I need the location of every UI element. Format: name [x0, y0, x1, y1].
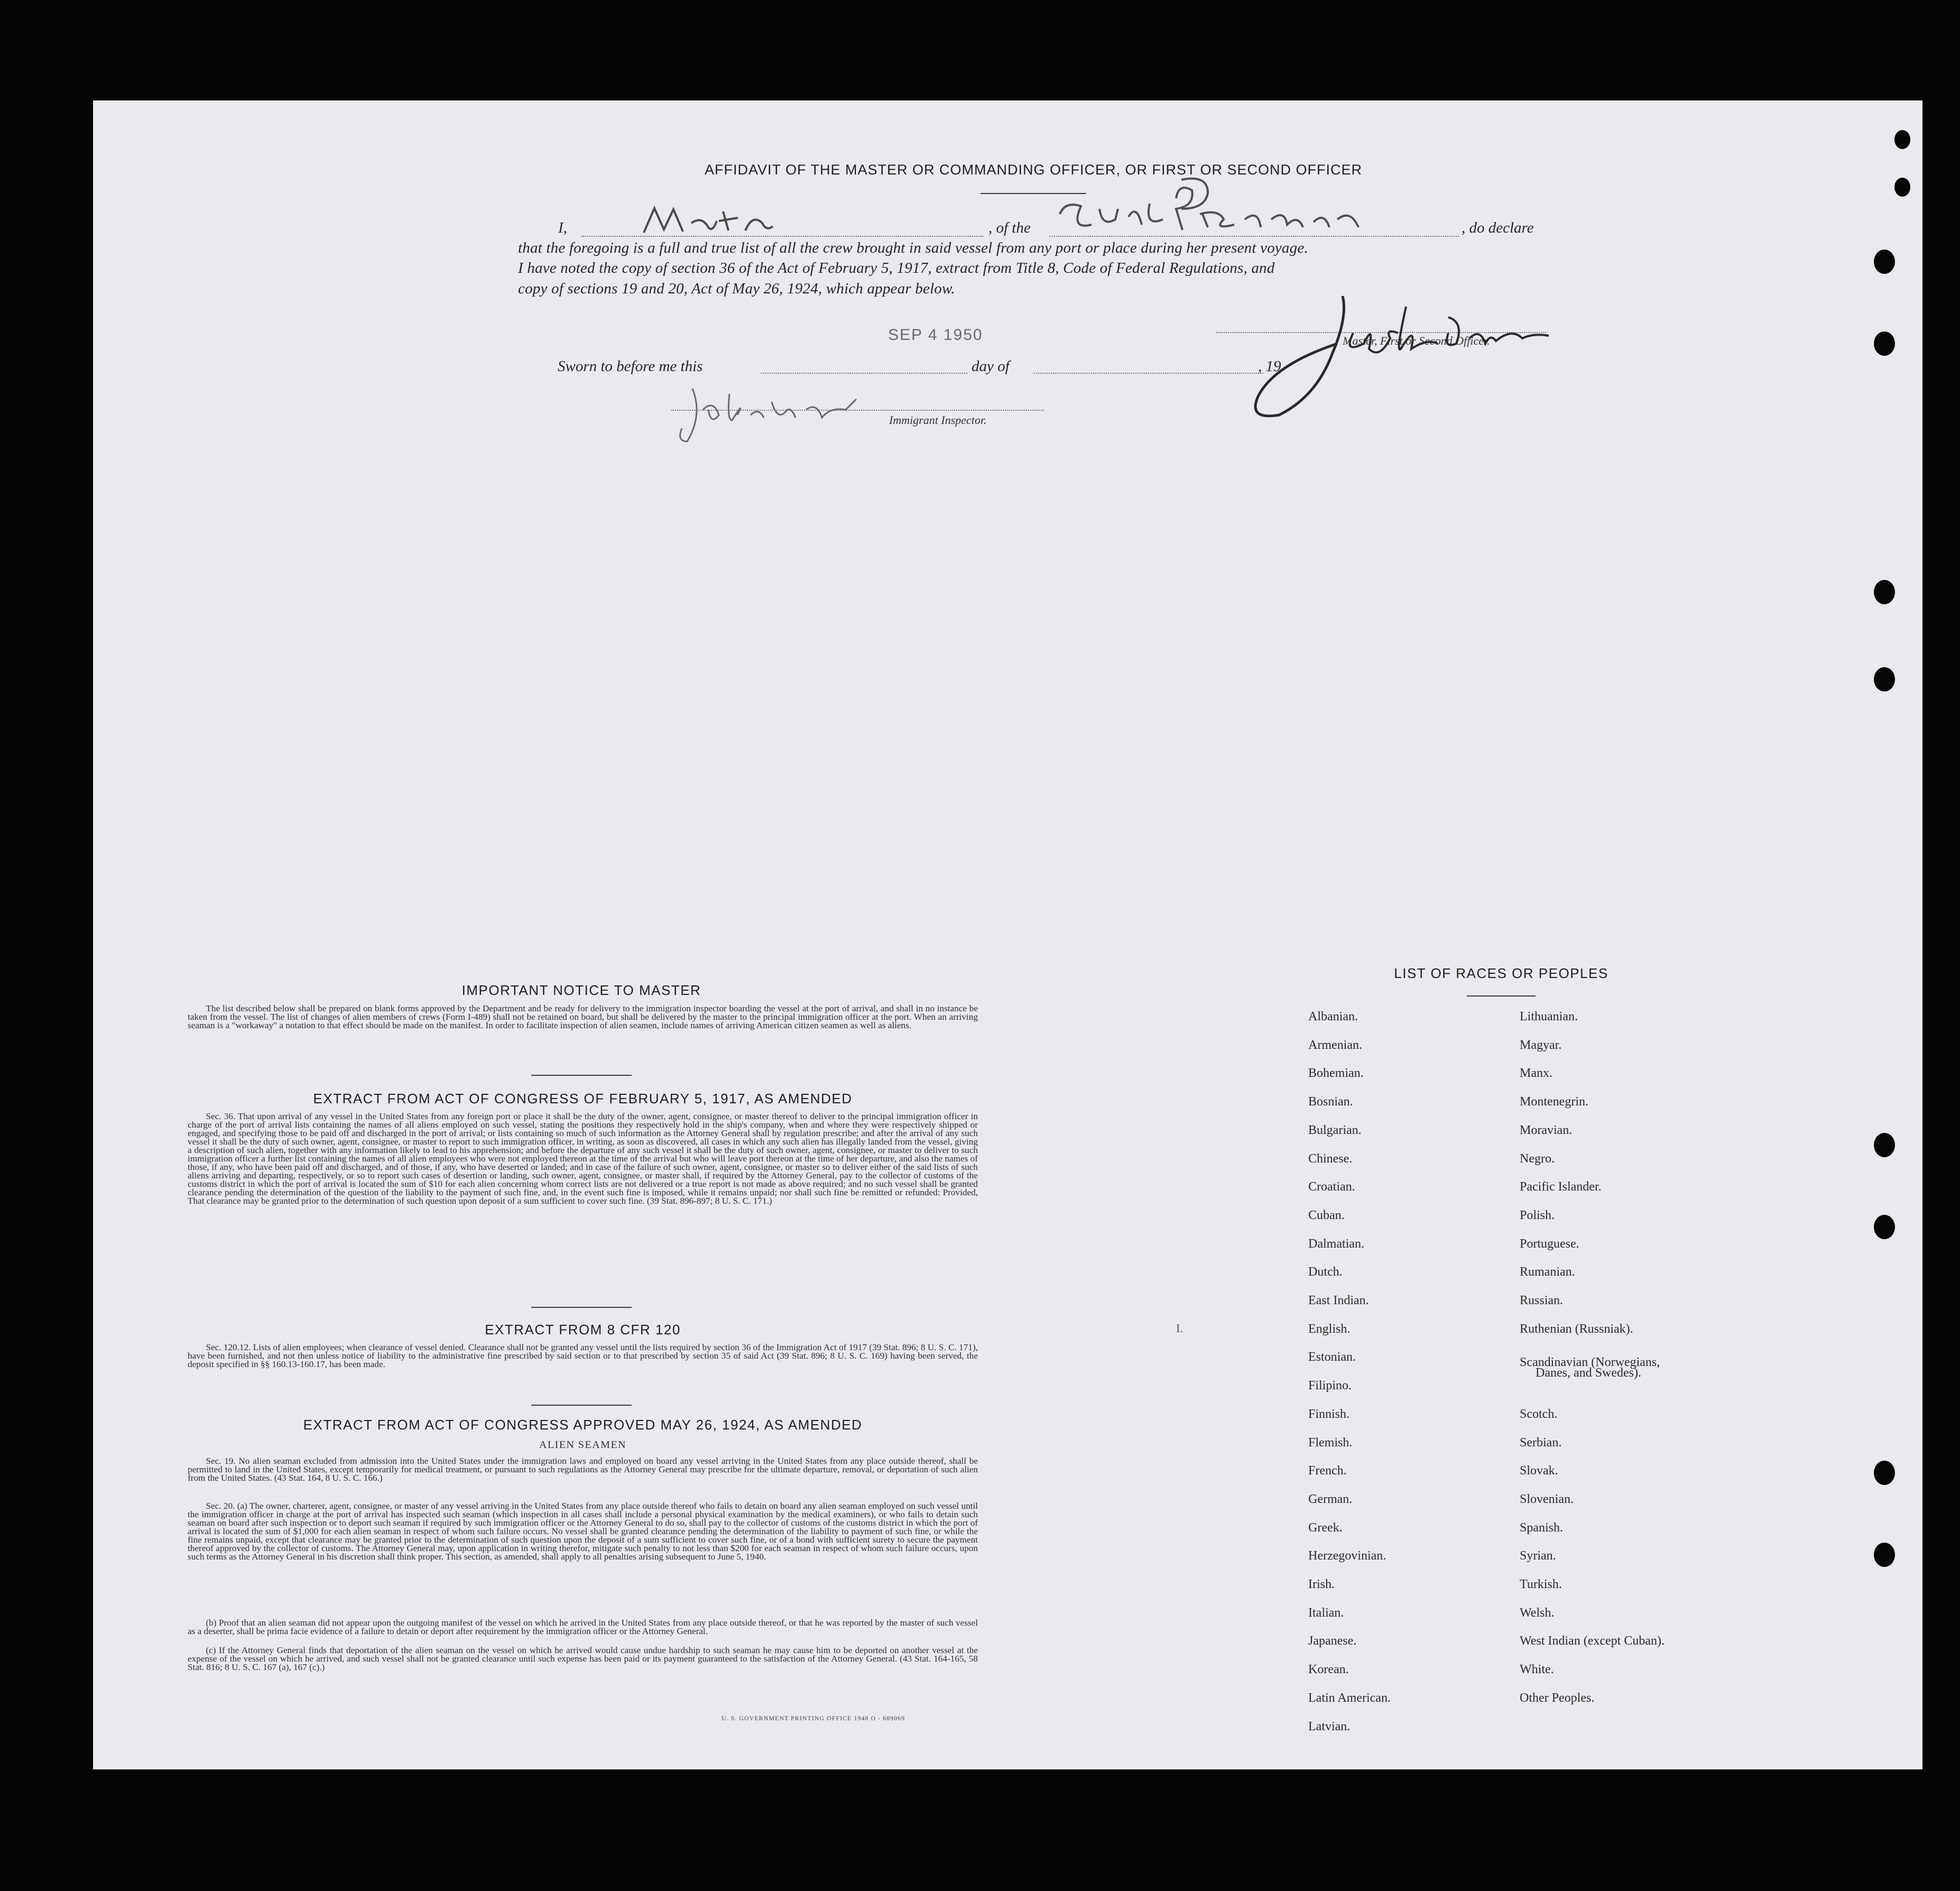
- notice-text: The list described below shall be prepared on blank forms approved by the Department and be ready for delivery to the immigration inspector boarding the vessel at the port of arrival, and shall in no instance be taken from the vessel. The list of changes of alien members of crews (Form I-489) shall not be retained on board, but shall be delivered by the master to the principal immigration officer at the port. When an arriving seaman is a "workaway" a notation to that effect should be made on the manifest. In order to facilitate inspection of alien seamen, include names of arriving American citizen seamen as well as aliens.: [188, 1003, 978, 1030]
- race-item: Latin American.: [1308, 1691, 1391, 1705]
- race-item: Filipino.: [1308, 1379, 1352, 1392]
- race-item: German.: [1308, 1492, 1353, 1506]
- race-item: Syrian.: [1520, 1549, 1556, 1563]
- race-item: West Indian (except Cuban).: [1520, 1634, 1665, 1648]
- race-item: Manx.: [1520, 1066, 1552, 1080]
- divider: [531, 1405, 632, 1406]
- race-item: Pacific Islander.: [1520, 1180, 1602, 1194]
- sec-20a-text: Sec. 20. (a) The owner, charterer, agent, consignee, or master of any vessel arriving in the United States from any place outside thereof who fails to detain on board any alien seaman employed on such vessel until the immigration officer in charge at the port of arrival has inspected such seaman (which inspection in all cases shall include a personal physical examination by the medical examiners), or who fails to detain such seaman on board after such inspection or to deport such seaman if required by such immigration officer or the Attorney General to do so, shall pay to the collector of customs of the customs district in which the port of arrival is located the sum of $1,000 for each alien seaman in respect of whom such failure occurs. No vessel shall be granted clearance pending the determination of the liability to payment of such fine, or while the fine remains unpaid, except that clearance may be granted prior to the determination of such question upon the deposit of a sum sufficient to cover such fine, or of a bond with sufficient surety to secure the payment thereof approved by the collector of customs. The Attorney General may, upon application in writing therefor, mitigate such penalty to not less than $200 for each seaman in respect of whom such failure occurs, upon such terms as the Attorney General in his discretion shall think proper. This section, as amended, shall apply to all penalties arising subsequent to June 5, 1940.: [188, 1501, 978, 1562]
- sworn-day-blank: [761, 373, 967, 374]
- race-item: Slovenian.: [1520, 1492, 1574, 1506]
- sworn-label: Sworn to before me this: [558, 358, 703, 375]
- divider: [531, 1075, 632, 1076]
- race-item: Montenegrin.: [1520, 1095, 1588, 1109]
- binder-hole: [1874, 250, 1895, 274]
- race-item: Korean.: [1308, 1663, 1349, 1676]
- races-title: LIST OF RACES OR PEOPLES: [1394, 965, 1608, 981]
- year-label: , 19: [1258, 358, 1281, 375]
- race-item: Magyar.: [1520, 1038, 1562, 1052]
- race-item: Estonian.: [1308, 1350, 1356, 1364]
- race-item: Moravian.: [1520, 1123, 1573, 1137]
- extract-1924-title: EXTRACT FROM ACT OF CONGRESS APPROVED MAY 26, 1924, AS AMENDED: [303, 1417, 863, 1433]
- race-item: Scotch.: [1520, 1407, 1558, 1421]
- inspector-signature: [671, 378, 862, 449]
- affidavit-title: AFFIDAVIT OF THE MASTER OR COMMANDING OFFICER, OR FIRST OR SECOND OFFICER: [704, 162, 1363, 178]
- race-item: Negro.: [1520, 1152, 1555, 1166]
- race-item: Turkish.: [1520, 1578, 1562, 1591]
- race-item: Chinese.: [1308, 1152, 1353, 1166]
- sec-20b-text: (b) Proof that an alien seaman did not appear upon the outgoing manifest of the vessel on which he arrived in the United States from any place outside thereof, or that he was reported by the master of such vessel as a deserter, shall be prima facie evidence of a failure to detain or deport after requirement by the immigration officer or the Attorney General.: [188, 1618, 978, 1636]
- affidavit-line-4: copy of sections 19 and 20, Act of May 26, 1924, which appear below.: [518, 280, 955, 297]
- race-item: Portuguese.: [1520, 1237, 1579, 1251]
- race-item: Lithuanian.: [1520, 1010, 1578, 1023]
- race-item: Dutch.: [1308, 1265, 1343, 1279]
- race-item: Albanian.: [1308, 1010, 1358, 1023]
- race-item: Other Peoples.: [1520, 1691, 1595, 1705]
- race-item: Danes, and Swedes).: [1536, 1366, 1641, 1380]
- binder-hole: [1874, 1461, 1895, 1485]
- race-item: Scandinavian (Norwegians,: [1520, 1355, 1660, 1369]
- race-item: Spanish.: [1520, 1521, 1564, 1535]
- officer-caption: Master, First or Second Officer.: [1343, 334, 1490, 347]
- extract-1917-text: Sec. 36. That upon arrival of any vessel in the United States from any foreign port or place it shall be the duty of the owner, agent, consignee, or master thereof to deliver to the principal immigration officer in charge of the port of arrival lists containing the names of all aliens employed on such vessel, stating the positions they respectively hold in the ship's company, when and where they were respectively shipped or engaged, and specifying those to be paid off and discharged in the port of arrival; or lists containing so much of such information as the Attorney General shall by regulation prescribe; and after the arrival of any such vessel it shall be the duty of such owner, agent, consignee, or master to report to such immigration officer, in writing, as soon as discovered, all cases in which any such alien has illegally landed from the vessel, giving a description of such alien, together with any information likely to lead to his apprehension; and before the departure of any such vessel it shall be the duty of such owner, agent, consignee, or master to deliver to such immigration officer a further list containing the names of all alien employees who were not employed thereon at the time of the arrival but who will leave port thereon at the time of her departure, and also the names of those, if any, who have been paid off and discharged, and of those, if any, who have deserted or landed; and in case of the failure of such owner, agent, consignee, or master so to deliver either of the said lists of such aliens arriving and departing, respectively, or so to report such cases of desertion or landing, such owner, agent, consignee, or master shall, if required by the Attorney General, pay to the collector of customs of the customs district in which the port of arrival is located the sum of $10 for each alien concerning whom correct lists are not delivered or a true report is not made as above required; and no such vessel shall be granted clearance pending the determination of the question of the liability to the payment of such fine, and, in the event such fine is imposed, while it remains unpaid; nor shall such fine be remitted or refunded: Provided, That clearance may be granted prior to the determination of such question upon deposit of a sum sufficient to cover such fine. (39 Stat. 896-897; 8 U. S. C. 171.): [188, 1111, 978, 1206]
- binder-hole: [1874, 667, 1895, 691]
- binder-hole: [1894, 130, 1910, 149]
- printer-imprint: U. S. GOVERNMENT PRINTING OFFICE 1948 O - 689069: [722, 1714, 905, 1722]
- sec-19-text: Sec. 19. No alien seaman excluded from admission into the United States under the immigration laws and employed on board any vessel arriving in the United States from any place outside thereof, shall be permitted to land in the United States, except temporarily for medical treatment, or pursuant to such regulations as the Attorney General may prescribe for the ultimate departure, removal, or deportation of such alien from the United States. (43 Stat. 164, 8 U. S. C. 166.): [188, 1456, 978, 1483]
- race-item: French.: [1308, 1464, 1347, 1478]
- race-item: Finnish.: [1308, 1407, 1350, 1421]
- sec-20c-text: (c) If the Attorney General finds that deportation of the alien seaman on the vessel on which he arrived would cause undue hardship to such seaman he may cause him to be deported on another vessel at the expense of the vessel on which he arrived, and such vessel shall not be granted clearance until such expense has been paid or its payment guaranteed to the satisfaction of the Attorney General. (43 Stat. 164-165, 58 Stat. 816; 8 U. S. C. 167 (a), 167 (c).): [188, 1645, 978, 1672]
- race-item: Bosnian.: [1308, 1095, 1353, 1109]
- race-item: Latvian.: [1308, 1720, 1351, 1733]
- race-item: White.: [1520, 1663, 1554, 1676]
- binder-hole: [1874, 1133, 1895, 1157]
- race-item: Russian.: [1520, 1294, 1564, 1307]
- race-item: Dalmatian.: [1308, 1237, 1364, 1251]
- binder-hole: [1874, 580, 1895, 604]
- affidavit-line-2: that the foregoing is a full and true list of all the crew brought in said vessel from any port or place during her present voyage.: [518, 239, 1308, 256]
- binder-hole: [1874, 1215, 1895, 1239]
- do-declare-label: , do declare: [1462, 219, 1534, 236]
- race-item: English.: [1308, 1322, 1351, 1336]
- race-item: Polish.: [1520, 1209, 1555, 1222]
- race-item: Serbian.: [1520, 1436, 1562, 1450]
- stray-mark: I.: [1176, 1322, 1183, 1335]
- race-item: Slovak.: [1520, 1464, 1558, 1478]
- handwritten-vessel-name: [1049, 177, 1377, 238]
- extract-1917-title: EXTRACT FROM ACT OF CONGRESS OF FEBRUARY 5, 1917, AS AMENDED: [313, 1091, 853, 1106]
- extract-8cfr-text: Sec. 120.12. Lists of alien employees; when clearance of vessel denied. Clearance shall not be granted any vessel until the lists required by section 36 of the Immigration Act of 1917 (39 Stat. 896; 8 U. S. C. 171), have been furnished, and not then unless notice of liability to the administrative fine prescribed by said section or to that prescribed by section 35 of said Act (39 Stat. 896; 8 U. S. C. 169) having been served, the deposit specified in §§ 160.13-160.17, has been made.: [188, 1342, 978, 1369]
- inspector-caption: Immigrant Inspector.: [889, 413, 987, 427]
- binder-hole: [1874, 1543, 1895, 1567]
- binder-hole: [1874, 331, 1895, 356]
- race-item: Bulgarian.: [1308, 1123, 1362, 1137]
- notice-title: IMPORTANT NOTICE TO MASTER: [461, 982, 701, 998]
- extract-8cfr-title: EXTRACT FROM 8 CFR 120: [485, 1322, 681, 1337]
- affidavit-line-3: I have noted the copy of section 36 of the Act of February 5, 1917, extract from Title 8, Code of Federal Regulations, and: [518, 260, 1275, 276]
- race-item: Welsh.: [1520, 1606, 1555, 1620]
- day-of-label: day of: [972, 358, 1010, 375]
- race-item: Italian.: [1308, 1606, 1344, 1620]
- race-item: Cuban.: [1308, 1209, 1345, 1222]
- race-item: Herzegovinian.: [1308, 1549, 1386, 1563]
- affidavit-i-label: I,: [558, 219, 567, 236]
- race-item: Irish.: [1308, 1578, 1335, 1591]
- race-item: Japanese.: [1308, 1634, 1357, 1648]
- race-item: Flemish.: [1308, 1436, 1353, 1450]
- race-item: Bohemian.: [1308, 1066, 1364, 1080]
- race-item: Croatian.: [1308, 1180, 1355, 1194]
- divider: [531, 1307, 632, 1308]
- race-item: Rumanian.: [1520, 1265, 1575, 1279]
- alien-seamen-subtitle: ALIEN SEAMEN: [539, 1439, 627, 1451]
- handwritten-master: [640, 202, 777, 242]
- binder-hole: [1894, 178, 1910, 197]
- divider: [1467, 995, 1536, 997]
- date-stamp: SEP 4 1950: [888, 326, 983, 344]
- race-item: Armenian.: [1308, 1038, 1362, 1052]
- race-item: East Indian.: [1308, 1294, 1369, 1307]
- officer-signature: [1216, 285, 1554, 426]
- race-item: Ruthenian (Russniak).: [1520, 1322, 1633, 1336]
- of-the-label: , of the: [988, 219, 1031, 236]
- race-item: Greek.: [1308, 1521, 1343, 1535]
